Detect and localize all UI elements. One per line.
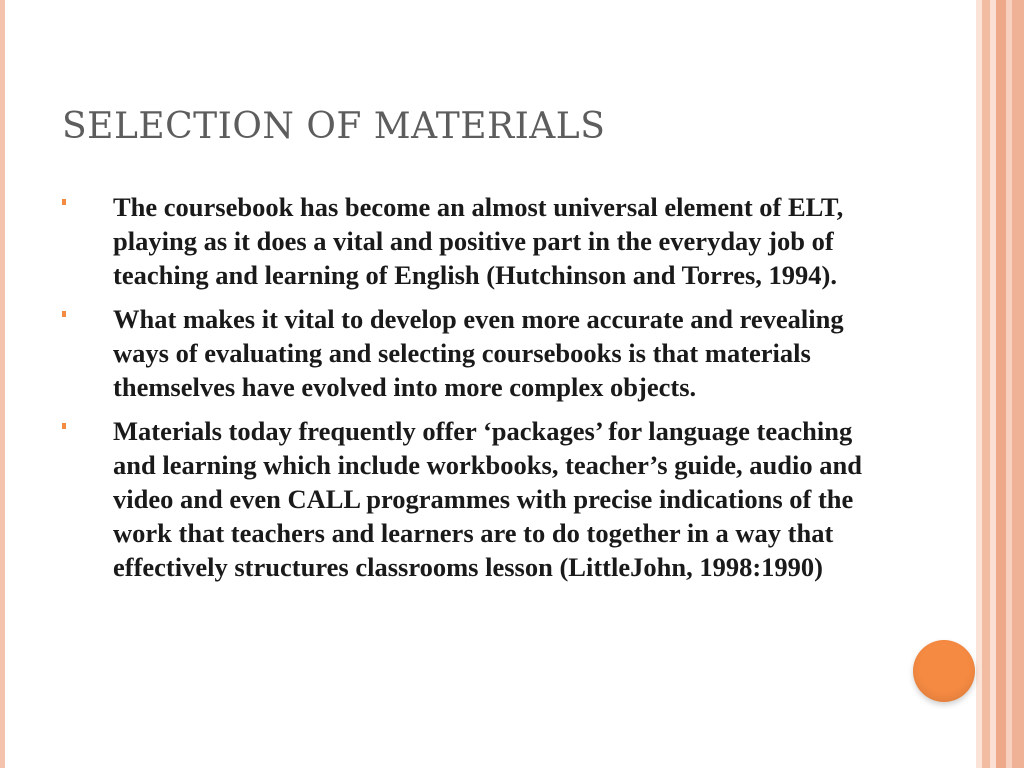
bullet-item — [62, 302, 882, 404]
left-accent-bar — [0, 0, 5, 768]
bullet-item — [62, 414, 882, 584]
stripe-4 — [996, 0, 1006, 768]
stripe-6 — [1012, 0, 1024, 768]
bullet-marker-icon — [62, 311, 66, 317]
bullet-text: The coursebook has become an almost universal element of ELT, playing as it does a vital and positive part in the everyday job of teaching and learning of English (Hutchinson and Torres, 1994). — [113, 192, 844, 290]
orange-circle-decoration — [913, 640, 975, 702]
slide-title: SELECTION OF MATERIALS — [62, 106, 606, 147]
bullet-list — [62, 190, 882, 594]
bullet-text: What makes it vital to develop even more accurate and revealing ways of evaluating and selecting coursebooks is that materials themselves have evolved into more complex objects. — [113, 304, 844, 402]
bullet-item — [62, 190, 882, 292]
bullet-marker-icon — [62, 199, 66, 205]
bullet-marker-icon — [62, 423, 66, 429]
bullet-text: Materials today frequently offer ‘packages’ for language teaching and learning which include workbooks, teacher’s guide, audio and video and even CALL programmes with precise indications of the work that teachers and learners are to do together in a way that effectively structures classrooms lesson (LittleJohn, 1998:1990) — [113, 416, 862, 582]
stripe-2 — [982, 0, 990, 768]
right-decorative-stripes — [976, 0, 1024, 768]
